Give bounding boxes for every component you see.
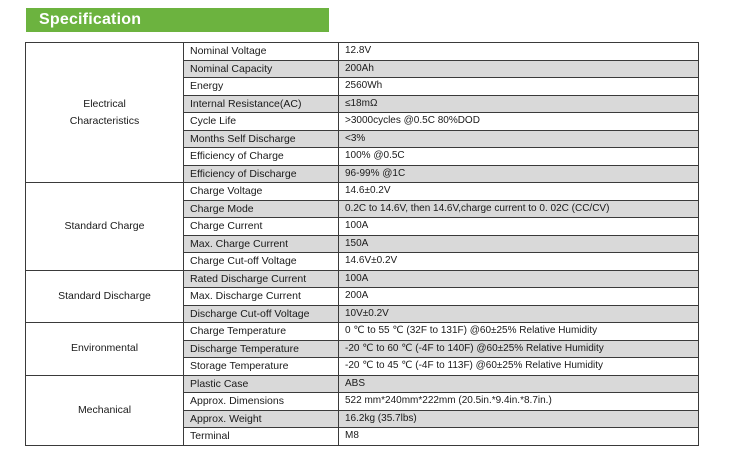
- param-name: Cycle Life: [184, 113, 339, 131]
- param-value: <3%: [339, 130, 699, 148]
- param-name: Approx. Weight: [184, 410, 339, 428]
- group-label-line: Standard Charge: [64, 219, 145, 232]
- param-value: >3000cycles @0.5C 80%DOD: [339, 113, 699, 131]
- param-value: ≤18mΩ: [339, 95, 699, 113]
- spec-row: [26, 43, 699, 61]
- group-label: [26, 43, 184, 183]
- param-value: 0 ℃ to 55 ℃ (32F to 131F) @60±25% Relative Humidity: [339, 323, 699, 341]
- param-name: Months Self Discharge: [184, 130, 339, 148]
- param-value: M8: [339, 428, 699, 446]
- param-value: 100% @0.5C: [339, 148, 699, 166]
- group-label: [26, 375, 184, 445]
- spec-table-body: [26, 43, 699, 446]
- param-name: Terminal: [184, 428, 339, 446]
- param-value: -20 ℃ to 60 ℃ (-4F to 140F) @60±25% Relative Humidity: [339, 340, 699, 358]
- group-label-line: Mechanical: [77, 403, 132, 416]
- param-name: Efficiency of Charge: [184, 148, 339, 166]
- spec-header: [26, 8, 329, 32]
- group-label-line: Characteristics: [69, 114, 140, 127]
- spec-row: [26, 270, 699, 288]
- param-name: Charge Temperature: [184, 323, 339, 341]
- param-value: 100A: [339, 270, 699, 288]
- param-value: ABS: [339, 375, 699, 393]
- param-value: 200A: [339, 288, 699, 306]
- param-name: Plastic Case: [184, 375, 339, 393]
- param-value: 14.6V±0.2V: [339, 253, 699, 271]
- group-label-line: Electrical: [83, 97, 126, 110]
- group-label: [26, 270, 184, 323]
- param-value: 96-99% @1C: [339, 165, 699, 183]
- spec-title: Specification: [39, 11, 142, 28]
- param-name: Rated Discharge Current: [184, 270, 339, 288]
- param-name: Internal Resistance(AC): [184, 95, 339, 113]
- spec-row: [26, 183, 699, 201]
- param-value: 2560Wh: [339, 78, 699, 96]
- param-name: Charge Cut-off Voltage: [184, 253, 339, 271]
- param-name: Charge Current: [184, 218, 339, 236]
- param-value: 100A: [339, 218, 699, 236]
- param-value: 522 mm*240mm*222mm (20.5in.*9.4in.*8.7in.): [339, 393, 699, 411]
- param-name: Approx. Dimensions: [184, 393, 339, 411]
- group-label-line: Standard Discharge: [58, 289, 151, 302]
- param-name: Nominal Capacity: [184, 60, 339, 78]
- param-value: 14.6±0.2V: [339, 183, 699, 201]
- spec-row: [26, 375, 699, 393]
- param-value: 200Ah: [339, 60, 699, 78]
- param-value: 10V±0.2V: [339, 305, 699, 323]
- param-value: 150A: [339, 235, 699, 253]
- param-name: Energy: [184, 78, 339, 96]
- group-label-line: Environmental: [70, 342, 139, 355]
- param-name: Efficiency of Discharge: [184, 165, 339, 183]
- group-label: [26, 183, 184, 271]
- param-value: -20 ℃ to 45 ℃ (-4F to 113F) @60±25% Relative Humidity: [339, 358, 699, 376]
- group-label: [26, 323, 184, 376]
- param-name: Discharge Cut-off Voltage: [184, 305, 339, 323]
- param-name: Storage Temperature: [184, 358, 339, 376]
- param-name: Max. Discharge Current: [184, 288, 339, 306]
- param-name: Nominal Voltage: [184, 43, 339, 61]
- param-value: 16.2kg (35.7lbs): [339, 410, 699, 428]
- param-name: Discharge Temperature: [184, 340, 339, 358]
- param-value: 12.8V: [339, 43, 699, 61]
- param-name: Charge Voltage: [184, 183, 339, 201]
- spec-row: [26, 323, 699, 341]
- param-name: Charge Mode: [184, 200, 339, 218]
- spec-table: [25, 42, 699, 446]
- param-name: Max. Charge Current: [184, 235, 339, 253]
- param-value: 0.2C to 14.6V, then 14.6V,charge current to 0. 02C (CC/CV): [339, 200, 699, 218]
